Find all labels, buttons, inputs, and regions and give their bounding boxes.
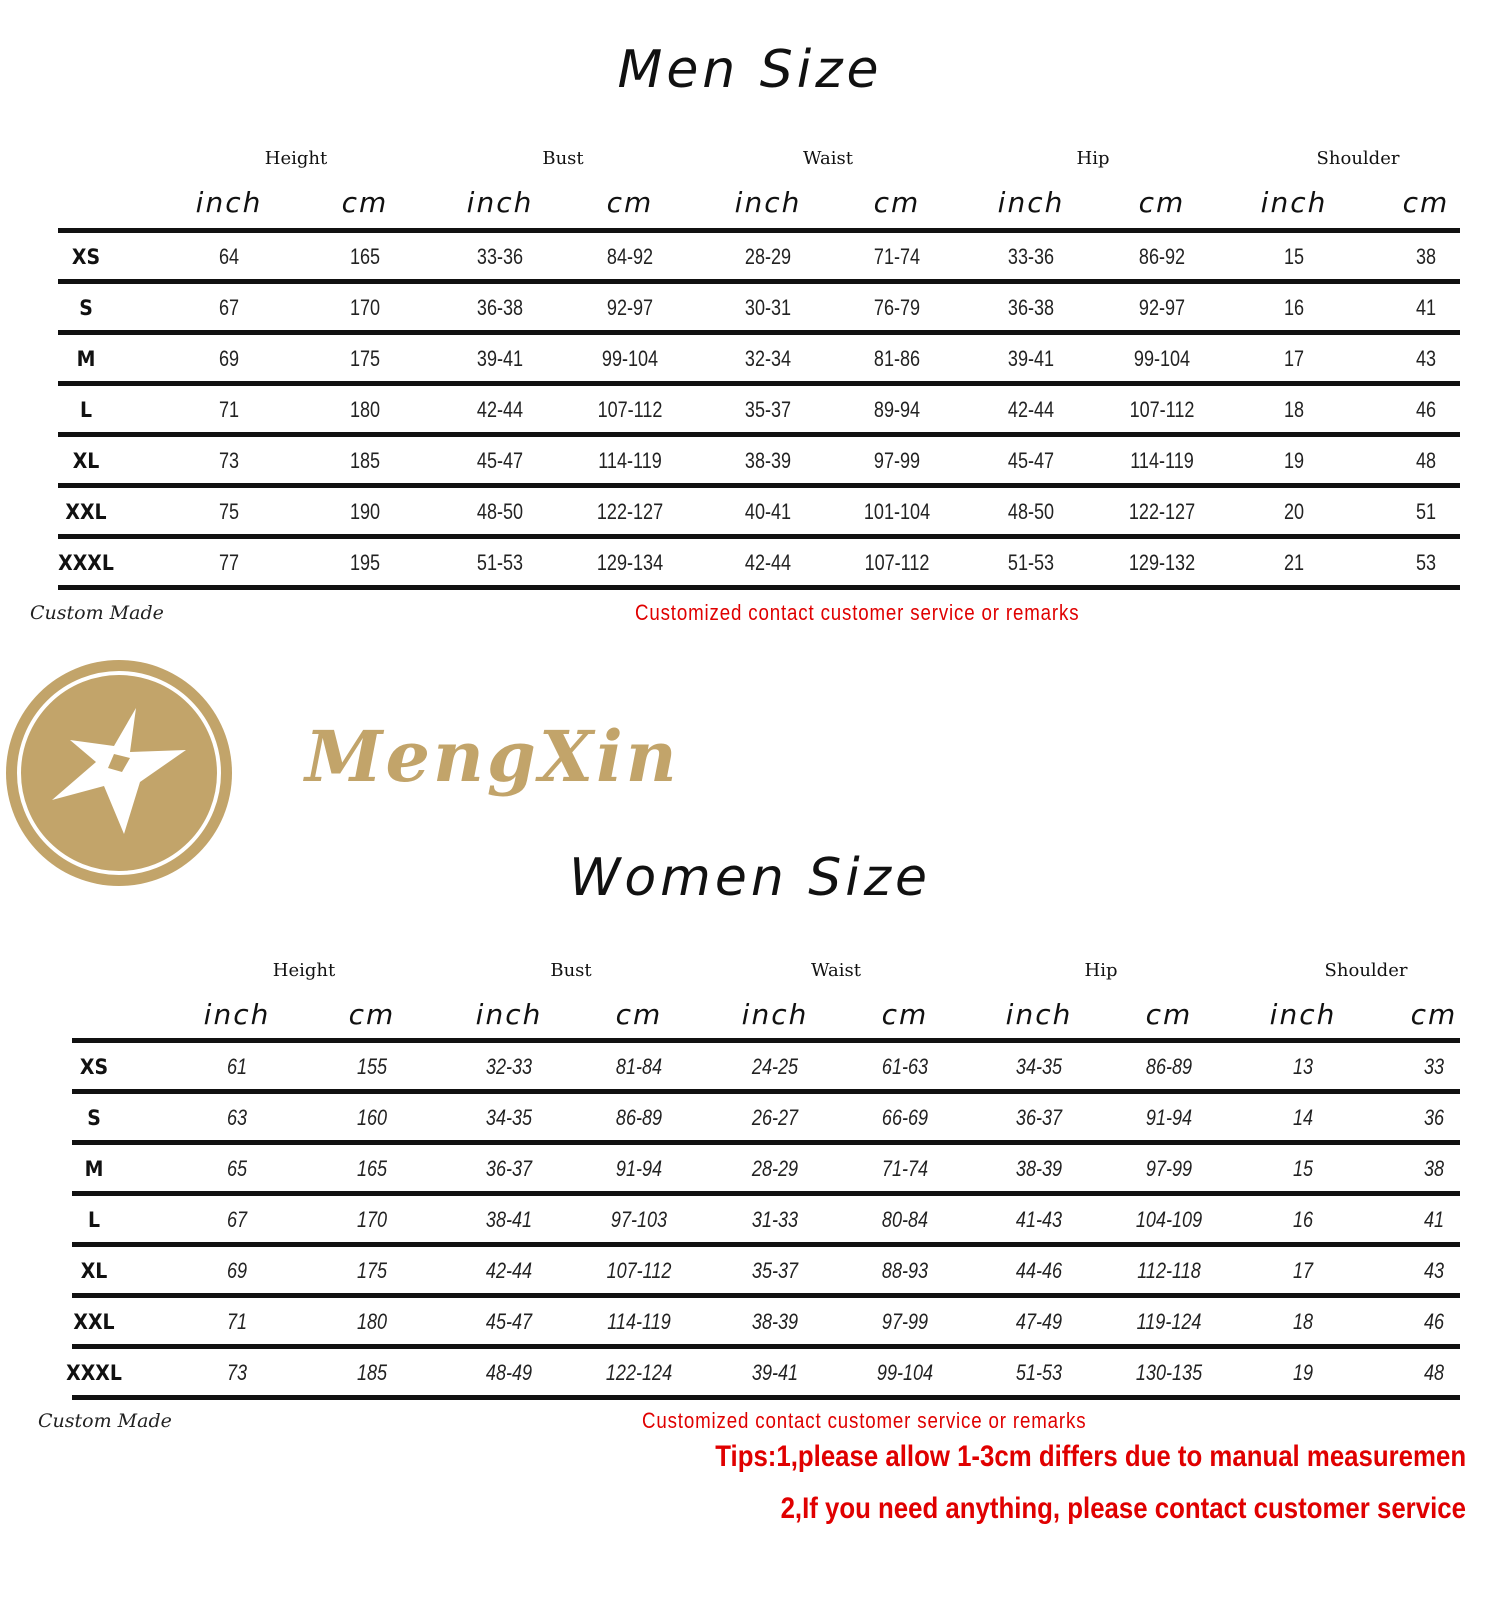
table-cell: 45-47	[1007, 447, 1055, 473]
custom-made-label: Custom Made	[38, 1410, 172, 1432]
women-size-title: Women Size	[568, 848, 932, 908]
table-cell: 99-104	[601, 345, 659, 371]
table-cell: 185	[349, 447, 381, 473]
table-cell: 88-93	[881, 1257, 929, 1283]
table-cell: 21	[1283, 549, 1305, 575]
table-cell: 190	[349, 498, 381, 524]
size-label: XXL	[73, 1309, 115, 1334]
column-group-height: Height	[264, 148, 328, 169]
table-cell: 92-97	[606, 294, 654, 320]
table-cell: 175	[356, 1257, 388, 1283]
table-cell: 38-39	[744, 447, 792, 473]
table-cell: 97-103	[610, 1206, 668, 1232]
column-group-hip: Hip	[1076, 148, 1110, 169]
table-cell: 38	[1415, 243, 1437, 269]
table-cell: 114-119	[1130, 447, 1194, 473]
table-cell: 15	[1292, 1155, 1314, 1181]
table-cell: 51	[1415, 498, 1437, 524]
table-cell: 35-37	[744, 396, 792, 422]
column-group-bust: Bust	[542, 148, 584, 169]
table-cell: 69	[218, 345, 240, 371]
table-rule	[72, 1242, 1460, 1247]
table-cell: 41	[1423, 1206, 1445, 1232]
size-label: XXXL	[66, 1360, 122, 1385]
table-cell: 14	[1292, 1104, 1314, 1130]
men-size-title: Men Size	[617, 40, 883, 100]
column-group-hip: Hip	[1084, 960, 1118, 981]
table-rule	[72, 1191, 1460, 1196]
table-cell: 28-29	[751, 1155, 799, 1181]
unit-label-inch: inch	[1260, 186, 1328, 219]
unit-label-cm: cm	[341, 186, 389, 219]
table-cell: 175	[349, 345, 381, 371]
unit-label-inch: inch	[466, 186, 534, 219]
table-cell: 47-49	[1015, 1308, 1063, 1334]
table-cell: 48-50	[1007, 498, 1055, 524]
size-label: XXL	[65, 499, 107, 524]
table-cell: 75	[218, 498, 240, 524]
table-cell: 97-99	[873, 447, 921, 473]
table-cell: 71	[218, 396, 240, 422]
table-cell: 185	[356, 1359, 388, 1385]
table-cell: 122-127	[1128, 498, 1196, 524]
table-rule	[72, 1344, 1460, 1349]
unit-label-inch: inch	[741, 998, 809, 1031]
table-cell: 81-84	[615, 1053, 663, 1079]
table-cell: 48-50	[476, 498, 524, 524]
table-rule	[72, 1038, 1460, 1043]
size-label: XS	[79, 1054, 109, 1079]
table-cell: 13	[1292, 1053, 1314, 1079]
table-rule	[72, 1140, 1460, 1145]
table-cell: 107-112	[1129, 396, 1195, 422]
table-cell: 19	[1283, 447, 1305, 473]
table-cell: 51-53	[1015, 1359, 1063, 1385]
table-cell: 65	[226, 1155, 248, 1181]
table-cell: 76-79	[873, 294, 921, 320]
unit-label-cm: cm	[348, 998, 396, 1031]
unit-label-cm: cm	[1145, 998, 1193, 1031]
table-cell: 170	[356, 1206, 388, 1232]
column-group-waist: Waist	[803, 148, 853, 169]
table-cell: 33-36	[1007, 243, 1055, 269]
table-cell: 36-37	[1015, 1104, 1063, 1130]
table-cell: 16	[1292, 1206, 1314, 1232]
table-cell: 43	[1423, 1257, 1445, 1283]
unit-label-cm: cm	[1410, 998, 1458, 1031]
table-cell: 42-44	[1007, 396, 1055, 422]
table-rule	[72, 1293, 1460, 1298]
table-cell: 51-53	[476, 549, 524, 575]
table-cell: 170	[349, 294, 381, 320]
table-cell: 180	[356, 1308, 388, 1334]
size-label: XL	[80, 1258, 108, 1283]
table-cell: 48	[1423, 1359, 1445, 1385]
table-cell: 71	[226, 1308, 248, 1334]
custom-made-label: Custom Made	[30, 602, 164, 624]
unit-label-inch: inch	[195, 186, 263, 219]
table-cell: 51-53	[1007, 549, 1055, 575]
table-cell: 80-84	[881, 1206, 929, 1232]
table-cell: 30-31	[744, 294, 792, 320]
table-cell: 38	[1423, 1155, 1445, 1181]
table-rule	[72, 1395, 1460, 1400]
table-cell: 73	[218, 447, 240, 473]
table-cell: 38-39	[751, 1308, 799, 1334]
table-cell: 45-47	[476, 447, 524, 473]
unit-label-inch: inch	[997, 186, 1065, 219]
table-cell: 112-118	[1137, 1257, 1201, 1283]
table-cell: 44-46	[1015, 1257, 1063, 1283]
unit-label-inch: inch	[203, 998, 271, 1031]
table-cell: 89-94	[873, 396, 921, 422]
table-cell: 122-124	[605, 1359, 673, 1385]
table-cell: 84-92	[606, 243, 654, 269]
table-cell: 41-43	[1015, 1206, 1063, 1232]
brand-name: MengXin	[305, 715, 680, 798]
table-cell: 119-124	[1136, 1308, 1202, 1334]
table-cell: 129-134	[596, 549, 664, 575]
table-cell: 91-94	[1145, 1104, 1193, 1130]
table-cell: 32-33	[485, 1053, 533, 1079]
table-cell: 36-38	[476, 294, 524, 320]
tip-line-1: Tips:1,please allow 1-3cm differs due to manual measuremen	[715, 1440, 1466, 1473]
table-cell: 41	[1415, 294, 1437, 320]
table-cell: 61	[226, 1053, 248, 1079]
table-cell: 165	[356, 1155, 388, 1181]
custom-note-text: Customized contact customer service or remarks	[642, 1408, 1087, 1433]
column-group-height: Height	[272, 960, 336, 981]
table-cell: 165	[349, 243, 381, 269]
table-cell: 86-92	[1138, 243, 1186, 269]
table-cell: 77	[218, 549, 240, 575]
table-cell: 53	[1415, 549, 1437, 575]
table-cell: 38-41	[485, 1206, 533, 1232]
table-cell: 107-112	[864, 549, 930, 575]
size-label: L	[79, 397, 93, 422]
unit-label-inch: inch	[734, 186, 802, 219]
table-cell: 43	[1415, 345, 1437, 371]
table-cell: 97-99	[881, 1308, 929, 1334]
table-cell: 67	[226, 1206, 248, 1232]
table-cell: 122-127	[596, 498, 664, 524]
table-cell: 69	[226, 1257, 248, 1283]
unit-label-cm: cm	[1138, 186, 1186, 219]
table-cell: 99-104	[1133, 345, 1191, 371]
table-cell: 73	[226, 1359, 248, 1385]
table-cell: 180	[349, 396, 381, 422]
column-group-shoulder: Shoulder	[1316, 148, 1400, 169]
custom-note-text: Customized contact customer service or remarks	[635, 600, 1080, 625]
size-label: M	[84, 1156, 104, 1181]
table-cell: 33	[1423, 1053, 1445, 1079]
table-cell: 92-97	[1138, 294, 1186, 320]
table-cell: 114-119	[607, 1308, 671, 1334]
table-cell: 33-36	[476, 243, 524, 269]
table-cell: 71-74	[881, 1155, 929, 1181]
table-cell: 91-94	[615, 1155, 663, 1181]
size-label: S	[79, 295, 93, 320]
table-cell: 38-39	[1015, 1155, 1063, 1181]
table-cell: 32-34	[744, 345, 792, 371]
table-cell: 48	[1415, 447, 1437, 473]
unit-label-cm: cm	[606, 186, 654, 219]
column-group-shoulder: Shoulder	[1324, 960, 1408, 981]
table-cell: 64	[218, 243, 240, 269]
table-cell: 48-49	[485, 1359, 533, 1385]
table-cell: 42-44	[476, 396, 524, 422]
table-cell: 39-41	[476, 345, 524, 371]
table-cell: 99-104	[876, 1359, 934, 1385]
table-cell: 61-63	[881, 1053, 929, 1079]
table-cell: 114-119	[598, 447, 662, 473]
table-cell: 18	[1292, 1308, 1314, 1334]
table-cell: 16	[1283, 294, 1305, 320]
tip-line-2: 2,If you need anything, please contact customer service	[780, 1492, 1466, 1525]
size-label: L	[87, 1207, 101, 1232]
table-cell: 17	[1283, 345, 1305, 371]
unit-label-cm: cm	[873, 186, 921, 219]
unit-label-inch: inch	[1005, 998, 1073, 1031]
table-cell: 67	[218, 294, 240, 320]
column-group-waist: Waist	[811, 960, 861, 981]
table-cell: 86-89	[1145, 1053, 1193, 1079]
size-label: XS	[71, 244, 101, 269]
table-cell: 39-41	[751, 1359, 799, 1385]
table-cell: 36-38	[1007, 294, 1055, 320]
table-cell: 130-135	[1135, 1359, 1203, 1385]
table-cell: 17	[1292, 1257, 1314, 1283]
size-label: S	[87, 1105, 101, 1130]
table-cell: 107-112	[606, 1257, 672, 1283]
table-cell: 195	[349, 549, 381, 575]
column-group-bust: Bust	[550, 960, 592, 981]
table-cell: 46	[1423, 1308, 1445, 1334]
table-cell: 42-44	[744, 549, 792, 575]
table-cell: 86-89	[615, 1104, 663, 1130]
table-cell: 34-35	[1015, 1053, 1063, 1079]
table-cell: 36	[1423, 1104, 1445, 1130]
table-cell: 101-104	[863, 498, 931, 524]
table-cell: 20	[1283, 498, 1305, 524]
table-cell: 26-27	[751, 1104, 799, 1130]
table-cell: 66-69	[881, 1104, 929, 1130]
table-cell: 18	[1283, 396, 1305, 422]
table-cell: 155	[356, 1053, 388, 1079]
table-cell: 19	[1292, 1359, 1314, 1385]
table-cell: 129-132	[1128, 549, 1196, 575]
size-label: XL	[72, 448, 100, 473]
unit-label-cm: cm	[881, 998, 929, 1031]
table-cell: 97-99	[1145, 1155, 1193, 1181]
unit-label-inch: inch	[475, 998, 543, 1031]
table-cell: 15	[1283, 243, 1305, 269]
unit-label-cm: cm	[615, 998, 663, 1031]
table-cell: 81-86	[873, 345, 921, 371]
table-cell: 104-109	[1135, 1206, 1203, 1232]
size-label: XXXL	[58, 550, 114, 575]
table-cell: 34-35	[485, 1104, 533, 1130]
table-cell: 63	[226, 1104, 248, 1130]
table-cell: 46	[1415, 396, 1437, 422]
size-label: M	[76, 346, 96, 371]
table-cell: 35-37	[751, 1257, 799, 1283]
table-cell: 42-44	[485, 1257, 533, 1283]
table-cell: 40-41	[744, 498, 792, 524]
unit-label-inch: inch	[1269, 998, 1337, 1031]
unit-label-cm: cm	[1402, 186, 1450, 219]
table-cell: 45-47	[485, 1308, 533, 1334]
table-cell: 31-33	[751, 1206, 799, 1232]
table-cell: 71-74	[873, 243, 921, 269]
table-rule	[72, 1089, 1460, 1094]
table-cell: 24-25	[751, 1053, 799, 1079]
table-cell: 28-29	[744, 243, 792, 269]
table-cell: 36-37	[485, 1155, 533, 1181]
table-cell: 160	[356, 1104, 388, 1130]
table-cell: 107-112	[597, 396, 663, 422]
table-cell: 39-41	[1007, 345, 1055, 371]
